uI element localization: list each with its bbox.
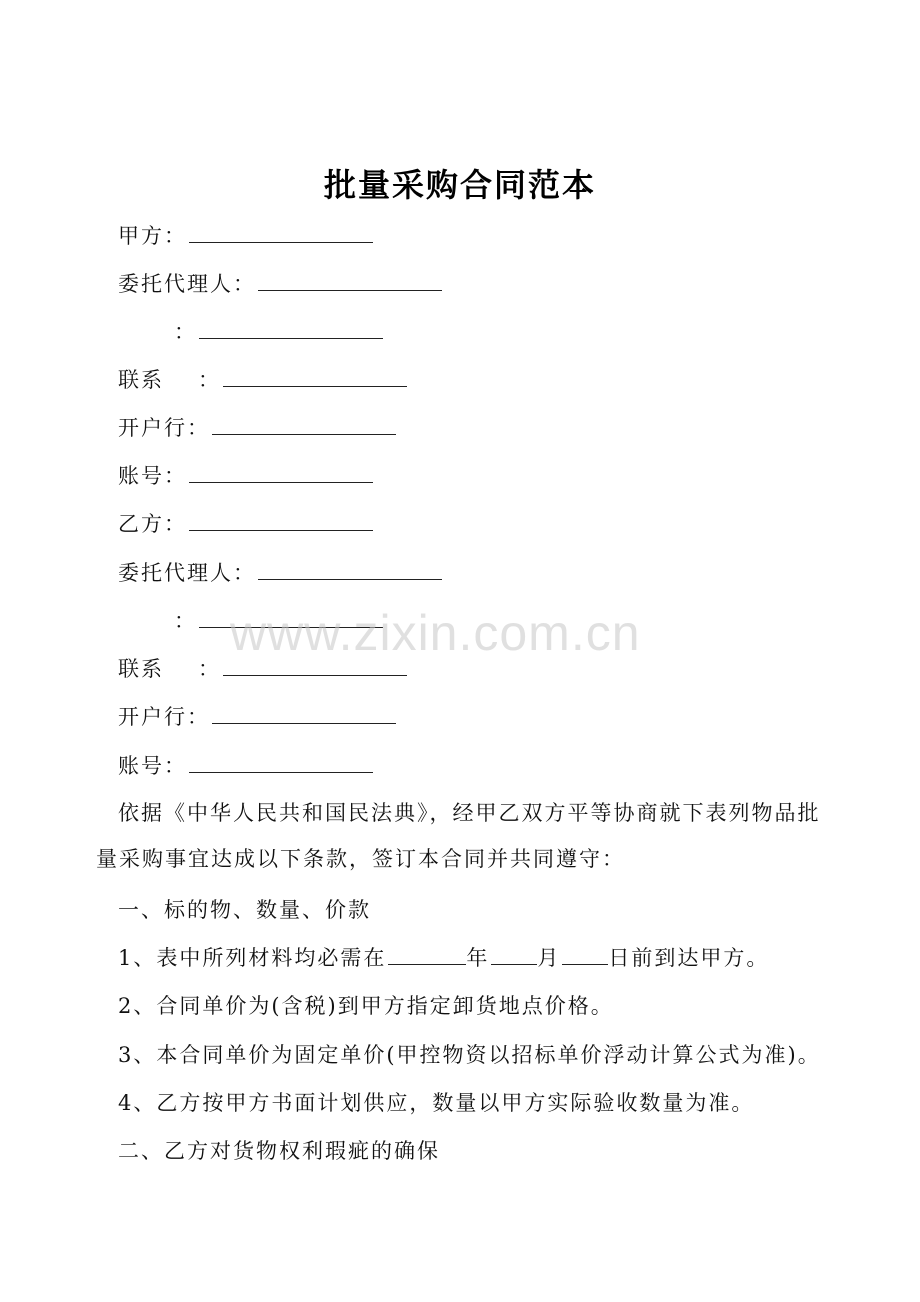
party-b-account-label: 账号： [118,754,187,778]
party-a-contact-colon: ： [198,368,221,392]
section-1-item-3: 3、本合同单价为固定单价(甲控物资以招标单价浮动计算公式为准)。 [118,1043,821,1067]
watermark: www.zixin.com.cn [230,605,641,661]
item-1-day-blank [562,948,608,965]
party-a-bank-label: 开户行： [118,416,210,440]
party-b-agent-blank [258,563,442,580]
party-a-agent-blank [258,274,442,291]
party-b-agent-label: 委托代理人： [118,561,256,585]
item-1-year-label: 年 [466,946,490,970]
section-1-heading: 一、标的物、数量、价款 [118,898,371,922]
party-a-contact-line [118,370,407,391]
section-1-item-4: 4、乙方按甲方书面计划供应，数量以甲方实际验收数量为准。 [118,1091,755,1115]
party-a-account-blank [189,466,373,483]
party-a-label: 甲方： [118,224,187,248]
party-a-bank-blank [212,418,396,435]
item-1-year-blank [388,948,466,965]
party-a-contact-label: 联系 [118,368,164,392]
party-a-unlabeled-colon: ： [174,320,197,344]
party-a-agent-label: 委托代理人： [118,272,256,296]
party-b-bank-line [118,707,396,728]
party-b-bank-label: 开户行： [118,705,210,729]
party-b-account-blank [189,756,373,773]
item-1-month-blank [491,948,537,965]
item-1-suffix: 日前到达甲方。 [608,946,770,970]
party-b-unlabeled-colon: ： [174,609,197,633]
section-1-item-1 [118,948,769,969]
party-b-line [118,514,373,535]
party-a-line [118,226,373,247]
party-a-unlabeled-line [118,322,383,343]
party-a-contact-blank [223,370,407,387]
party-a-account-label: 账号： [118,464,187,488]
party-b-label: 乙方： [118,512,187,536]
party-b-agent-line [118,563,442,584]
party-b-account-line [118,756,373,777]
party-b-unlabeled-line [118,611,383,632]
party-a-unlabeled-blank [199,322,383,339]
party-b-contact-label: 联系 [118,657,164,681]
party-b-blank [189,514,373,531]
section-2-heading: 二、乙方对货物权利瑕疵的确保 [118,1139,440,1163]
item-1-month-label: 月 [537,946,561,970]
party-a-blank [189,226,373,243]
intro-paragraph: 依据《中华人民共和国民法典》，经甲乙双方平等协商就下表列物品批量采购事宜达成以下条款，签订本合同并共同遵守： [96,801,821,871]
item-1-prefix: 1、表中所列材料均必需在 [118,946,387,970]
document-title: 批量采购合同范本 [323,166,596,204]
party-a-agent-line [118,274,442,295]
party-a-account-line [118,466,373,487]
party-b-bank-blank [212,707,396,724]
section-1-item-2: 2、合同单价为(含税)到甲方指定卸货地点价格。 [118,994,614,1018]
party-b-unlabeled-blank [199,611,383,628]
party-b-contact-line [118,659,407,680]
party-a-bank-line [118,418,396,439]
party-b-contact-colon: ： [198,657,221,681]
party-b-contact-blank [223,659,407,676]
